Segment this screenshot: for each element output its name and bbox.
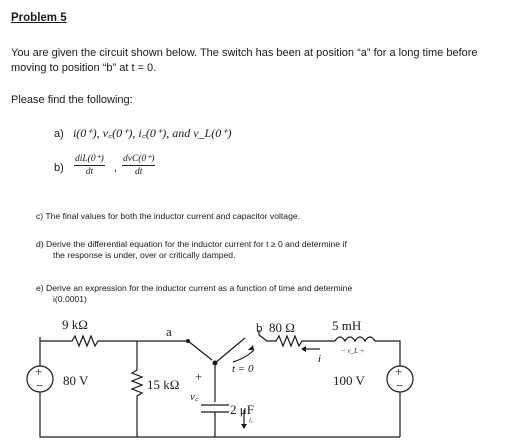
part-d-line-1: d) Derive the differential equation for the inductor current for t ≥ 0 and determine if bbox=[36, 239, 347, 249]
r3-label: 15 kΩ bbox=[147, 377, 180, 392]
source-100v-plus: + bbox=[395, 364, 403, 379]
resistor-15k bbox=[132, 341, 142, 437]
vc-label: v꜀ bbox=[190, 391, 199, 403]
vc-plus: + bbox=[195, 369, 203, 384]
part-d-line-2: the response is under, over or critically damped. bbox=[53, 250, 236, 260]
source-100v-minus: − bbox=[396, 378, 404, 393]
node-a-dot bbox=[186, 339, 190, 343]
part-b-frac1-num: diL(0⁺) bbox=[75, 154, 104, 164]
node-a-label: a bbox=[166, 324, 172, 339]
current-i-head bbox=[301, 346, 306, 352]
part-e-line-2: i(0.0001) bbox=[53, 294, 87, 304]
part-a-expression: i(0⁺), v꜀(0⁺), i꜀(0⁺), and v_L(0⁺) bbox=[72, 126, 232, 140]
part-b-separator: , bbox=[114, 162, 118, 174]
part-c: c) The final values for both the inductor current and capacitor voltage. bbox=[36, 211, 301, 221]
current-i-label: i bbox=[318, 353, 322, 365]
problem-intro: You are given the circuit shown below. The switch has been at position “a” for a long time before moving to position “b” at t = 0. bbox=[11, 47, 478, 74]
r2-label: 80 Ω bbox=[269, 320, 295, 335]
source-100v-label: 100 V bbox=[333, 373, 365, 388]
part-b-label: b) bbox=[54, 162, 64, 174]
part-b-frac2-den: dt bbox=[135, 167, 143, 177]
switch-pivot bbox=[213, 361, 218, 366]
problem-title: Problem 5 bbox=[11, 12, 67, 24]
part-a-label: a) bbox=[54, 128, 64, 140]
node-b-label: b bbox=[256, 320, 263, 335]
source-80v-plus: + bbox=[35, 364, 43, 379]
resistor-80 bbox=[259, 335, 335, 346]
inductor-label: 5 mH bbox=[332, 318, 362, 333]
find-prompt: Please find the following: bbox=[11, 94, 133, 106]
part-e-line-1: e) Derive an expression for the inductor current as a function of time and determine bbox=[36, 283, 353, 293]
current-ic-head bbox=[241, 424, 247, 429]
part-b-frac1-den: dt bbox=[85, 167, 94, 177]
source-80v-minus: − bbox=[36, 378, 44, 393]
switch-arc bbox=[233, 350, 254, 362]
cap-label: 2 μF bbox=[230, 402, 254, 417]
vl-label: − v_L + bbox=[341, 347, 365, 355]
source-80v-label: 80 V bbox=[63, 373, 89, 388]
wire-left bbox=[40, 341, 137, 437]
ic-label: i꜀ bbox=[249, 416, 254, 424]
r1-label: 9 kΩ bbox=[62, 317, 88, 332]
capacitor bbox=[201, 363, 229, 437]
switch-arc-head bbox=[248, 345, 254, 350]
part-b-frac2-num: dvC(0⁺) bbox=[123, 154, 155, 164]
switch-time-label: t = 0 bbox=[232, 363, 254, 375]
switch-a-lead bbox=[188, 341, 212, 360]
